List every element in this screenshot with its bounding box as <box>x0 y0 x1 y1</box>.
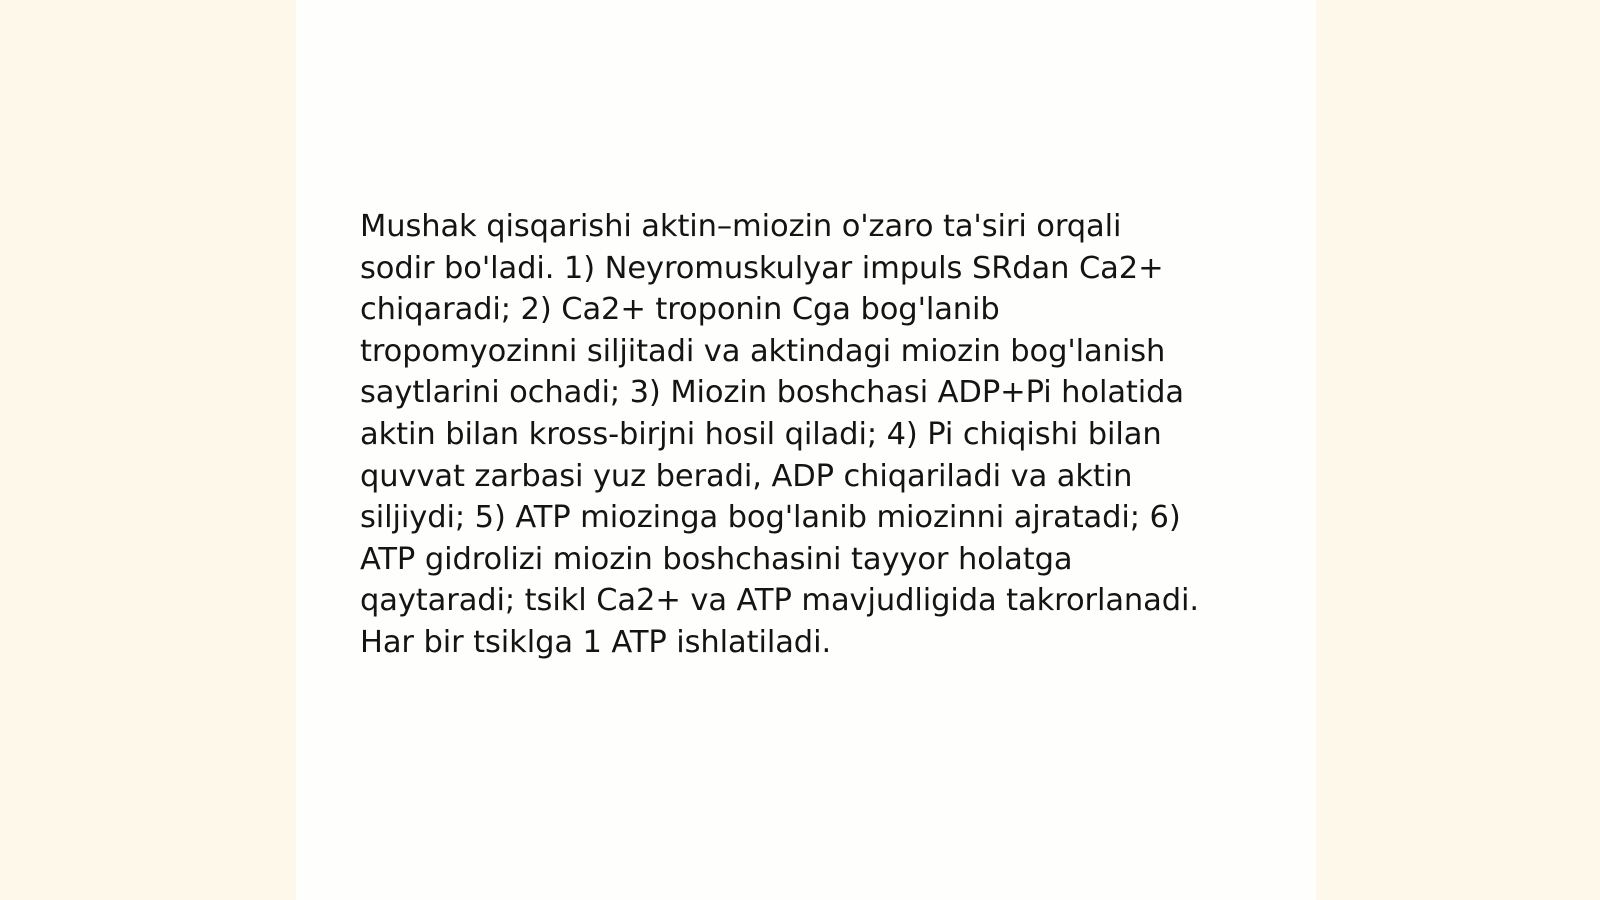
paragraph-line: siljiydi; 5) ATP miozinga bog'lanib miozinni ajratadi; 6) <box>360 500 1181 536</box>
paragraph-line: sodir bo'ladi. 1) Neyromuskulyar impuls SRdan Ca2+ <box>360 250 1164 286</box>
paragraph-line: Har bir tsiklga 1 ATP ishlatiladi. <box>360 624 832 660</box>
paragraph-line: qaytaradi; tsikl Ca2+ va ATP mavjudligida takrorlanadi. <box>360 583 1199 619</box>
paragraph-line: tropomyozinni siljitadi va aktindagi miozin bog'lanish <box>360 333 1166 369</box>
paragraph-line: ATP gidrolizi miozin boshchasini tayyor holatga <box>360 541 1073 577</box>
paragraph-line: saytlarini ochadi; 3) Miozin boshchasi ADP+Pi holatida <box>360 375 1184 411</box>
paragraph-line: quvvat zarbasi yuz beradi, ADP chiqariladi va aktin <box>360 458 1133 494</box>
document-page <box>296 0 1316 900</box>
body-paragraph <box>360 206 1250 664</box>
paragraph-line: chiqaradi; 2) Ca2+ troponin Cga bog'lanib <box>360 292 1000 328</box>
paragraph-line: Mushak qisqarishi aktin–miozin o'zaro ta'siri orqali <box>360 209 1122 244</box>
paragraph-line: aktin bilan kross-birjni hosil qiladi; 4) Pi chiqishi bilan <box>360 416 1162 452</box>
